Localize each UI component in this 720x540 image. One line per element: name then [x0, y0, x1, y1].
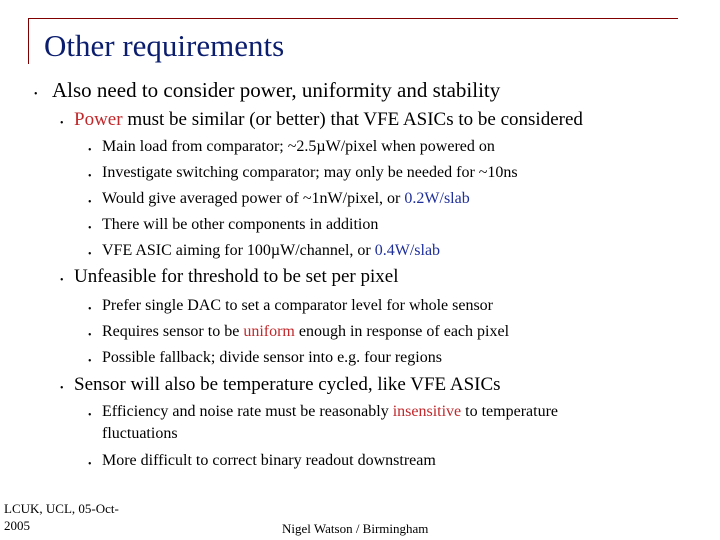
text-run: Requires sensor to be	[102, 323, 244, 340]
text-run: Possible fallback; divide sensor into e.g. four regions	[102, 349, 442, 366]
section-item	[102, 452, 436, 470]
text-run: Would give averaged power of ~1nW/pixel, or	[102, 190, 405, 207]
bullet-level2: •	[60, 118, 64, 129]
section-heading	[74, 109, 583, 131]
text-run: More difficult to correct binary readout downstream	[102, 452, 436, 469]
section-item	[102, 403, 558, 421]
text-run: There will be other components in addition	[102, 216, 379, 233]
section-item	[102, 190, 470, 208]
bullet-level3: •	[88, 223, 92, 234]
text-run: must be similar (or better) that VFE ASICs to be considered	[122, 109, 583, 130]
slide-title: Other requirements	[44, 28, 285, 63]
title-frame-left-line	[28, 18, 29, 64]
text-run: Unfeasible for threshold to be set per pixel	[74, 266, 399, 287]
section-item	[102, 349, 442, 367]
highlight-text-blue: 0.2W/slab	[404, 190, 470, 207]
section-item	[102, 164, 518, 182]
text-run: Efficiency and noise rate must be reasonably	[102, 403, 393, 420]
section-item	[102, 297, 493, 315]
section-item	[102, 323, 509, 341]
text-run: Main load from comparator; ~2.5µW/pixel when powered on	[102, 138, 495, 155]
bullet-level3: •	[88, 304, 92, 315]
footer-event: LCUK, UCL, 05-Oct-2005	[4, 501, 119, 533]
bullet-level3: •	[88, 356, 92, 367]
section-item-continuation: fluctuations	[102, 425, 178, 442]
highlight-text-red: insensitive	[392, 403, 462, 420]
bullet-level1-text: Also need to consider power, uniformity and stability	[52, 78, 501, 102]
section-item	[102, 216, 378, 234]
bullet-level3: •	[88, 330, 92, 341]
bullet-level2: •	[60, 383, 64, 394]
text-run: Investigate switching comparator; may only be needed for ~10ns	[102, 164, 518, 181]
bullet-level1: •	[34, 89, 38, 100]
bullet-level3: •	[88, 459, 92, 470]
text-run: to temperature	[461, 403, 558, 420]
bullet-level2: •	[60, 275, 64, 286]
bullet-level3: •	[88, 410, 92, 421]
bullet-level3: •	[88, 197, 92, 208]
section-item	[102, 242, 440, 260]
bullet-level3: •	[88, 145, 92, 156]
text-run: VFE ASIC aiming for 100µW/channel, or	[102, 242, 375, 259]
highlight-text-red: uniform	[243, 323, 295, 340]
text-run: Prefer single DAC to set a comparator level for whole sensor	[102, 297, 493, 314]
footer-author: Nigel Watson / Birmingham	[282, 521, 429, 536]
text-run: enough in response of each pixel	[294, 323, 510, 340]
highlight-text-blue: 0.4W/slab	[374, 242, 441, 259]
section-item	[102, 138, 495, 156]
section-heading	[74, 374, 501, 396]
title-frame-top-line	[28, 18, 678, 19]
bullet-level3: •	[88, 171, 92, 182]
bullet-level3: •	[88, 249, 92, 260]
highlight-text-red: Power	[74, 109, 123, 130]
section-heading	[74, 266, 398, 288]
text-run: Sensor will also be temperature cycled, like VFE ASICs	[74, 374, 501, 395]
